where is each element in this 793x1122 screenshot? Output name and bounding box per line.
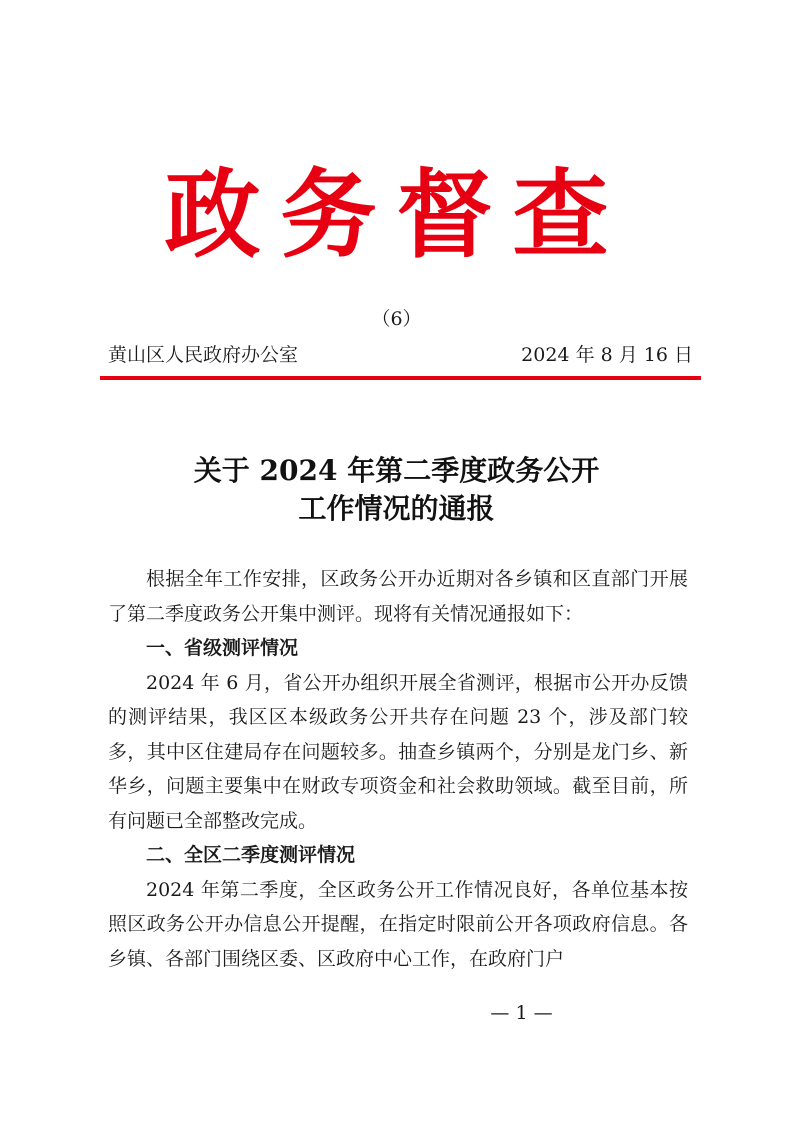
red-divider-line: [100, 376, 701, 380]
issuing-office: 黄山区人民政府办公室: [108, 344, 299, 366]
section-2-paragraph: 2024 年第二季度，全区政务公开工作情况良好，各单位基本按照区政务公开办信息公开提醒，在指定时限前公开各项政府信息。各乡镇、各部门围绕区委、区政府中心工作，在政府门户: [108, 878, 688, 970]
issue-number: （6）: [371, 308, 422, 330]
document-title: [0, 452, 793, 528]
section-2-heading: 二、全区二季度测评情况: [146, 844, 356, 866]
section-1-heading: 一、省级测评情况: [146, 637, 299, 659]
masthead-title: 政务督查: [164, 159, 629, 271]
intro-paragraph: 根据全年工作安排，区政务公开办近期对各乡镇和区直部门开展了第二季度政务公开集中测评。现将有关情况通报如下：: [108, 568, 688, 625]
issue-date: 2024 年 8 月 16 日: [521, 344, 693, 366]
section-1-paragraph: 2024 年 6 月，省公开办组织开展全省测评，根据市公开办反馈的测评结果，我区区本级政务公开共存在问题 23 个，涉及部门较多，其中区住建局存在问题较多。抽查乡镇两个，分别是龙门乡、新华乡，问题主要集中在财政专项资金和社会救助领域。截至目前，所有问题已全部整改完成。: [108, 671, 688, 832]
document-body: [108, 562, 688, 976]
document-title-line-2: 工作情况的通报: [298, 492, 495, 525]
document-title-line-1: 关于 2024 年第二季度政务公开: [193, 454, 600, 487]
page-number: — 1 —: [490, 1002, 553, 1024]
